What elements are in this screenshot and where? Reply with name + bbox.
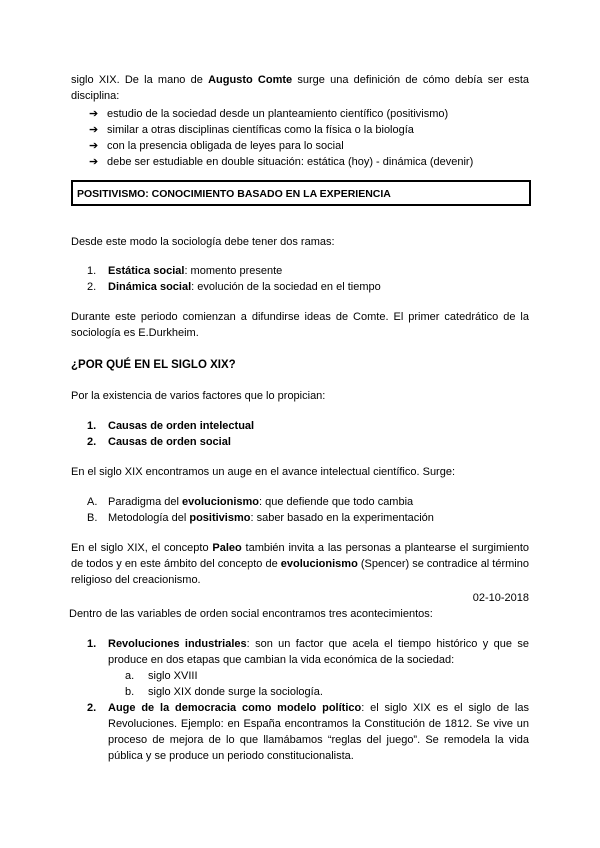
list-item: ➔ debe ser estudiable en double situación: estática (hoy) - dinámica (devenir) [89,156,474,168]
sub-list [108,668,529,700]
date-stamp: 02-10-2018 [472,592,529,604]
arrow-icon: ➔ [89,140,99,152]
acontecimientos-list [71,636,529,764]
positivismo-box-title: POSITIVISMO: CONOCIMIENTO BASADO EN LA EXPERIENCIA [71,180,531,206]
list-item: 1. Causas de orden intelectual [87,420,255,432]
list-item: B. Metodología del positivismo: saber basado en la experimentación [87,512,434,524]
list-item: 1. Revoluciones industriales: son un factor que acela el tiempo histórico y que se produce en dos etapas que cambian la vida económica de la sociedad: a. siglo XVIII b. siglo XIX donde surge la sociología. [71,636,529,700]
paleo-paragraph: En el siglo XIX, el concepto Paleo también invita a las personas a plantearse el surgimiento de todos y en este ámbito del concepto de evolucionismo (Spencer) se contradice al término religioso del creacionismo. [71,542,529,586]
comte-bullet-list [71,106,529,170]
list-item: b. siglo XIX donde surge la sociología. [125,686,323,698]
list-item: ➔ similar a otras disciplinas científicas como la física o la biología [89,124,414,136]
document-page [71,72,529,764]
variables-paragraph: Dentro de las variables de orden social encontramos tres acontecimientos: [69,608,433,620]
surge-list [71,494,529,526]
causas-list [71,418,529,450]
list-item: ➔ estudio de la sociedad desde un planteamiento científico (positivismo) [89,108,449,120]
factores-intro: Por la existencia de varios factores que lo propician: [71,390,326,402]
list-item: 2. Dinámica social: evolución de la sociedad en el tiempo [87,281,381,293]
arrow-icon: ➔ [89,156,99,168]
ramas-list [71,263,529,295]
list-item: a. siglo XVIII [125,670,198,682]
list-item: ➔ con la presencia obligada de leyes para lo social [89,140,344,152]
durante-paragraph: Durante este periodo comienzan a difundirse ideas de Comte. El primer catedrático de la sociología es E.Durkheim. [71,311,529,339]
auge-paragraph: En el siglo XIX encontramos un auge en el avance intelectual científico. Surge: [71,466,456,478]
list-item: 2. Causas de orden social [87,436,231,448]
arrow-icon: ➔ [89,108,99,120]
list-item: 2. Auge de la democracia como modelo político: el siglo XIX es el siglo de las Revoluciones. Ejemplo: en España encontramos la Constitución de 1812. Se vive un proceso de mejora de lo que llamábamos “reglas del juego”. Se remodela la vida pública y se produce un periodo constitucionalista. [87,702,529,762]
list-item: A. Paradigma del evolucionismo: que defiende que todo cambia [87,496,414,508]
ramas-intro: Desde este modo la sociología debe tener dos ramas: [71,236,335,248]
section-heading: ¿POR QUÉ EN EL SIGLO XIX? [71,359,236,371]
intro-bold-name: Augusto Comte [208,74,293,86]
arrow-icon: ➔ [89,124,99,136]
list-item: 1. Estática social: momento presente [87,265,283,277]
intro-paragraph: siglo XIX. De la mano de Augusto Comte surge una definición de cómo debía ser esta disciplina: [71,74,529,102]
